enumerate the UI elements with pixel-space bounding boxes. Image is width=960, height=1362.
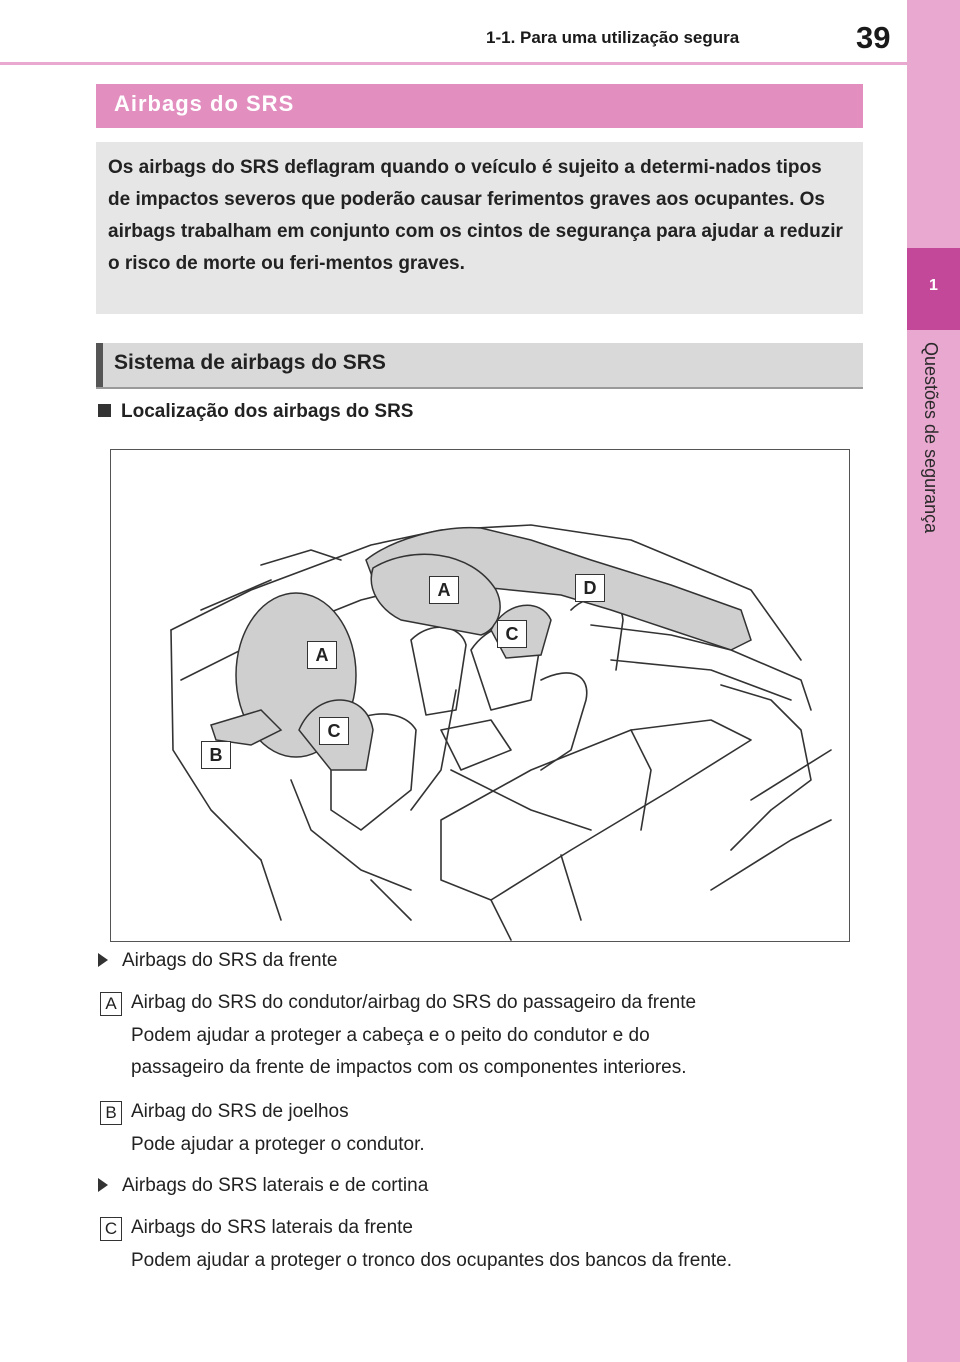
group-side-title: Airbags do SRS laterais e de cortina [122, 1175, 429, 1196]
item-b-desc: Pode ajudar a proteger o condutor. [131, 1134, 425, 1155]
item-c-desc: Podem ajudar a proteger o tronco dos ocupantes dos bancos da frente. [131, 1250, 733, 1271]
group-front-airbags [98, 950, 337, 972]
callout-c-driver-side: C [319, 717, 349, 745]
chapter-number: 1 [929, 277, 938, 294]
callout-b-knee: B [201, 741, 231, 769]
location-heading-text: Localização dos airbags do SRS [121, 401, 414, 422]
chapter-side-tab [907, 0, 960, 1362]
letter-box-b: B [100, 1101, 122, 1125]
callout-d-curtain: D [575, 574, 605, 602]
item-b-title: Airbag do SRS de joelhos [131, 1101, 349, 1122]
triangle-bullet-icon [98, 953, 108, 967]
item-a-title: Airbag do SRS do condutor/airbag do SRS do passageiro da frente [131, 992, 697, 1013]
page-number: 39 [856, 20, 891, 55]
intro-box [96, 142, 863, 314]
letter-box-a: A [100, 992, 122, 1016]
callout-a-passenger: A [429, 576, 459, 604]
subsection-banner [96, 343, 863, 389]
subsection-title: Sistema de airbags do SRS [114, 351, 386, 374]
item-a-desc-line1: Podem ajudar a proteger a cabeça e o peito do condutor e do [131, 1025, 650, 1046]
letter-box-c: C [100, 1217, 122, 1241]
square-bullet-icon [98, 404, 111, 417]
location-heading [98, 401, 413, 423]
group-front-title: Airbags do SRS da frente [122, 950, 338, 971]
item-a-desc-line2: passageiro da frente de impactos com os componentes interiores. [131, 1057, 687, 1078]
chapter-label: Questões de segurança [921, 342, 941, 534]
running-header: 1-1. Para uma utilização segura [486, 28, 740, 47]
subsection-bar [96, 343, 103, 387]
intro-text: Os airbags do SRS deflagram quando o veículo é sujeito a determi-nados tipos de impactos severos que poderão causar ferimentos graves aos ocupantes. Os airbags trabalham em conjunto com os cintos de segurança para ajudar a reduzir o risco de morte ou feri-mentos graves. [108, 157, 843, 274]
car-interior-illustration [111, 450, 849, 941]
triangle-bullet-icon [98, 1178, 108, 1192]
section-title: Airbags do SRS [114, 91, 295, 116]
callout-a-driver: A [307, 641, 337, 669]
header-divider [0, 62, 907, 65]
callout-c-passenger-side: C [497, 620, 527, 648]
item-c-title: Airbags do SRS laterais da frente [131, 1217, 413, 1238]
group-side-airbags [98, 1175, 428, 1197]
section-title-banner [96, 84, 863, 128]
airbag-location-figure [110, 449, 850, 942]
